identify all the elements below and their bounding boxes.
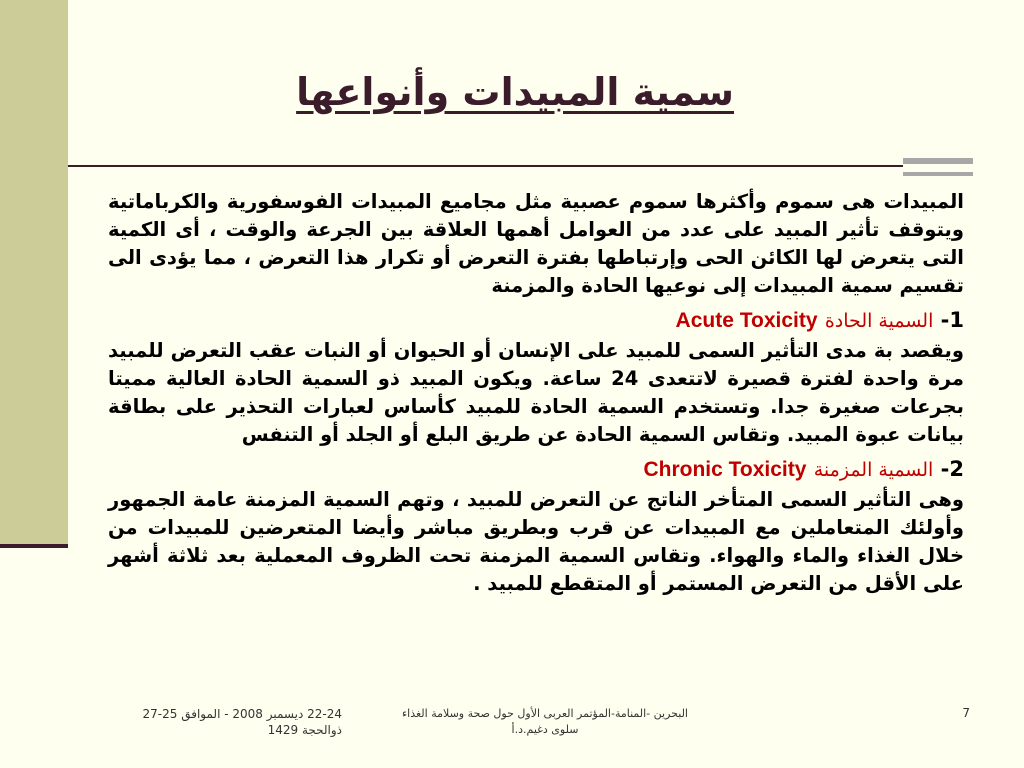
footer-date <box>112 706 342 738</box>
slide-content <box>108 188 964 598</box>
footer-date-line2: ذوالحجة 1429 <box>267 723 342 737</box>
section2-number: 2- <box>940 457 964 481</box>
divider-accent-top <box>903 158 973 164</box>
footer-conference-line2: سلوى دغيم.د.أ <box>511 723 579 736</box>
left-decor-line <box>0 544 68 548</box>
section2-english-title: Chronic Toxicity <box>643 458 807 481</box>
section2-heading <box>108 457 964 482</box>
section1-body: ويقصد بة مدى التأثير السمى للمبيد على الإنسان أو الحيوان أو النبات عقب التعرض للمبيد مرة واحدة لفترة قصيرة لاتتعدى 24 ساعة. ويكون المبيد ذو السمية الحادة العالية مميتا بجرعات صغيرة جدا. وتستخدم السمية الحادة للمبيد كأساس لعبارات التحذير على بطاقة بيانات عبوة المبيد. وتقاس السمية الحادة عن طريق البلع أو الجلد أو التنفس <box>108 339 964 446</box>
section1-number: 1- <box>940 308 964 332</box>
divider-accent-bottom <box>903 172 973 176</box>
section2-arabic-title: السمية المزمنة <box>813 459 934 481</box>
footer-conference-line1: البحرين -المنامة-المؤتمر العربى الأول حول صحة وسلامة الغذاء <box>402 707 688 720</box>
footer-date-line1: 22-24 ديسمبر 2008 - الموافق 25-27 <box>142 707 342 721</box>
section2-body: وهى التأثير السمى المتأخر الناتج عن التعرض للمبيد ، وتهم السمية المزمنة عامة الجمهور وأولئك المتعاملين مع المبيدات عن قرب وبطريق مباشر وأيضا المتعرضين للمبيدات من خلال الغذاء والماء والهواء. وتقاس السمية المزمنة تحت الظروف المعملية بعد ثلاثة أشهر على الأقل من التعرض المستمر أو المتقطع للمبيد . <box>108 488 964 595</box>
intro-paragraph: المبيدات هى سموم وأكثرها سموم عصبية مثل مجاميع المبيدات الفوسفورية والكرباماتية ويتوقف تأثير المبيد على عدد من العوامل أهمها العلاقة بين الجرعة والوقت ، أى الكمية التى يتعرض لها الكائن الحى وإرتباطها بفترة التعرض أو تكرار هذا التعرض ، مما يؤدى الى تقسيم سمية المبيدات إلى نوعيها الحادة والمزمنة <box>108 190 964 297</box>
section1-english-title: Acute Toxicity <box>675 309 818 332</box>
title-divider <box>68 165 903 167</box>
left-decor-bar <box>0 0 68 548</box>
page-number: 7 <box>962 706 970 720</box>
footer-conference <box>380 706 710 738</box>
section1-heading <box>108 308 964 333</box>
section1-arabic-title: السمية الحادة <box>824 310 934 332</box>
slide-title: سمية المبيدات وأنواعها <box>296 70 734 114</box>
